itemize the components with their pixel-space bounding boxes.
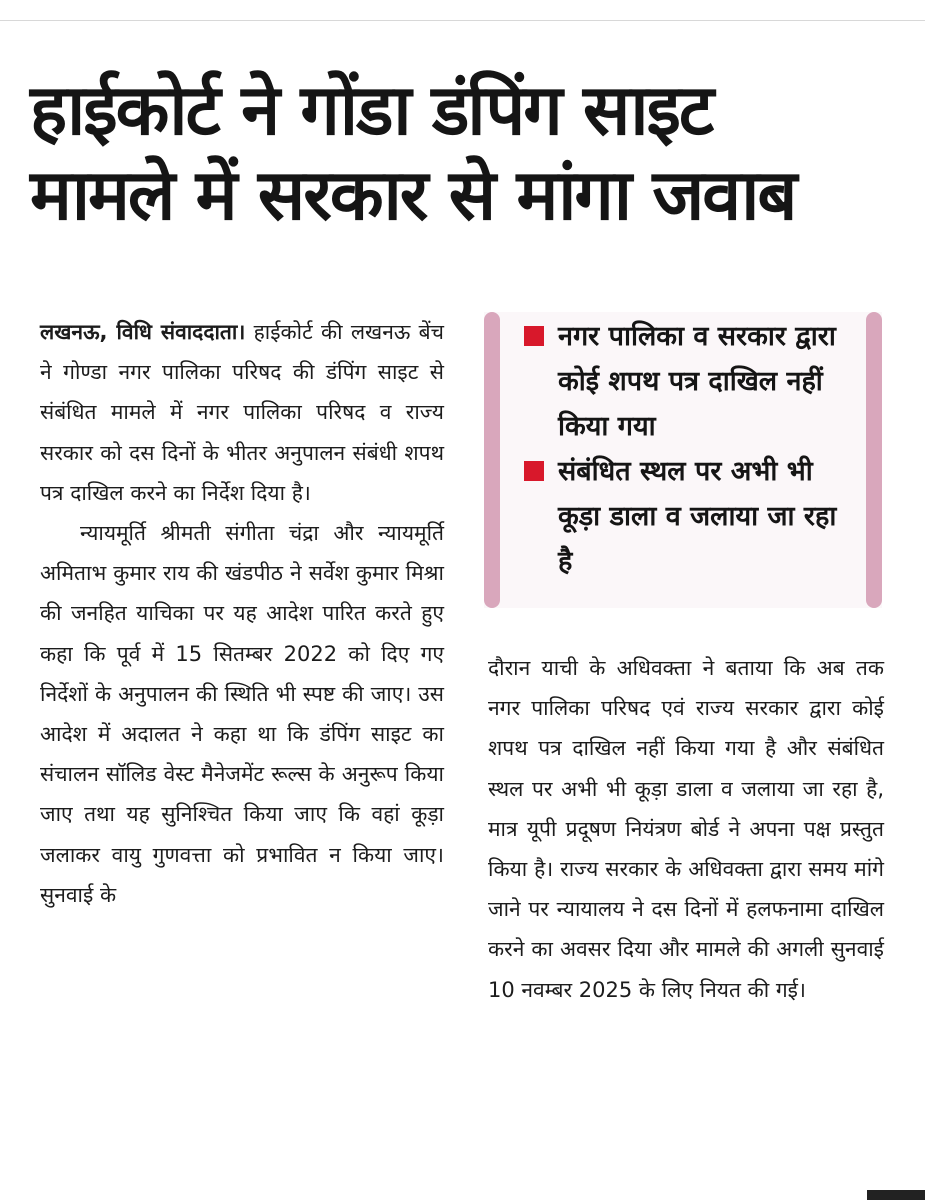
paragraph-1 [40,312,444,513]
headline-line-1: हाईकोर्ट ने गोंडा डंपिंग साइट [30,69,713,151]
paragraph-2: न्यायमूर्ति श्रीमती संगीता चंद्रा और न्यायमूर्ति अमिताभ कुमार राय की खंडपीठ ने सर्वेश कुमार मिश्रा की जनहित याचिका पर यह आदेश पारित करते हुए कहा कि पूर्व में 15 सितम्बर 2022 को दिए गए निर्देशों के अनुपालन की स्थिति भी स्पष्ट की जाए। उस आदेश में अदालत ने कहा था कि डंपिंग साइट का संचालन सॉलिड वेस्ट मैनेजमेंट रूल्स के अनुरूप किया जाए तथा यह सुनिश्चित किया जाए कि वहां कूड़ा जलाकर वायु गुणवत्ता को प्रभावित न किया जाए। सुनवाई के [40,521,444,907]
top-edge-strip [0,0,925,21]
highlight-rule-left [484,312,500,608]
headline [30,68,910,239]
headline-line-2: मामले में सरकार से मांगा जवाब [30,154,796,237]
paragraph-3: दौरान याची के अधिवक्ता ने बताया कि अब तक नगर पालिका परिषद एवं राज्य सरकार द्वारा कोई शपथ पत्र दाखिल नहीं किया गया है और संबंधित स्थल पर अभी भी कूड़ा डाला व जलाया जा रहा है, मात्र यूपी प्रदूषण नियंत्रण बोर्ड ने अपना पक्ष प्रस्तुत किया है। राज्य सरकार के अधिवक्ता द्वारा समय मांगे जाने पर न्यायालय ने दस दिनों में हलफनामा दाखिल करने का अवसर दिया और मामले की अगली सुनवाई 10 नवम्बर 2025 के लिए नियत की गई। [488,656,884,1002]
article-column-right [488,648,884,1010]
corner-edge-mark [867,1190,925,1200]
highlights-box [484,312,882,608]
red-square-bullet-icon [524,461,544,481]
highlights-list [524,314,844,584]
dateline: लखनऊ, विधि संवाददाता। [40,320,246,344]
highlight-item [524,314,844,449]
highlight-text: संबंधित स्थल पर अभी भी कूड़ा डाला व जलाया जा रहा है [558,456,837,577]
highlight-text: नगर पालिका व सरकार द्वारा कोई शपथ पत्र दाखिल नहीं किया गया [558,321,836,442]
red-square-bullet-icon [524,326,544,346]
highlight-item [524,449,844,584]
highlight-rule-right [866,312,882,608]
paragraph-1-text: हाईकोर्ट की लखनऊ बेंच ने गोण्डा नगर पालिका परिषद की डंपिंग साइट से संबंधित मामले में नगर पालिका परिषद व राज्य सरकार को दस दिनों के भीतर अनुपालन संबंधी शपथ पत्र दाखिल करने का निर्देश दिया है। [40,320,445,505]
article-column-left [40,312,444,915]
